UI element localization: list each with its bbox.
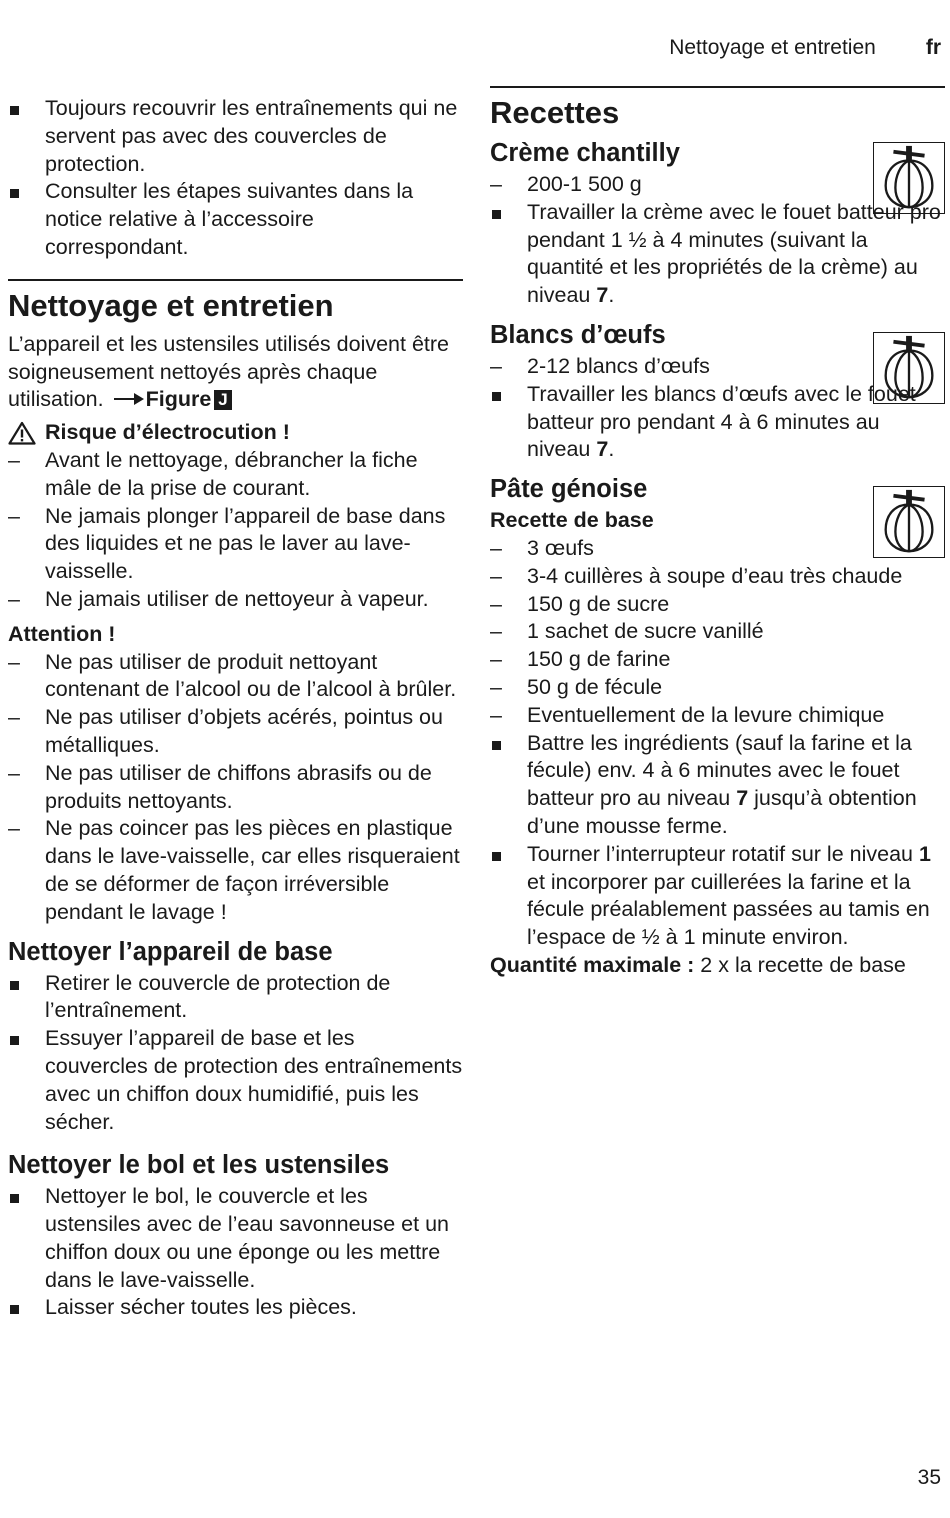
warning-heading: Risque d’électrocution !: [8, 419, 463, 447]
attention-heading: Attention !: [8, 621, 116, 646]
list-item: – 150 g de farine: [490, 646, 945, 674]
list-item: – 150 g de sucre: [490, 591, 945, 619]
recipe-quantity: [490, 171, 945, 199]
section-divider: [8, 279, 463, 281]
attention-list: [8, 649, 463, 927]
recipe-quantity: [490, 353, 945, 381]
list-item: – 200-1 500 g: [490, 171, 945, 199]
section-title: Nettoyage et entretien: [8, 287, 334, 323]
arrow-right-icon: [114, 392, 144, 406]
bowl-cleaning-list: [8, 1183, 463, 1322]
list-item: Essuyer l’appareil de base et les couvercles de protection des entraînements avec un chiffon doux humidifié, puis les sécher.: [8, 1025, 463, 1136]
recipe-subtitle: Recette de base: [490, 508, 654, 533]
list-item: – Ne jamais plonger l’appareil de base dans des liquides et ne pas le laver au lave-vaisselle.: [8, 503, 463, 586]
page-number: 35: [917, 1466, 941, 1489]
list-item: Tourner l’interrupteur rotatif sur le niveau 1 et incorporer par cuillerées la farine et la fécule préalablement passées au tamis en l’espace de ½ à 1 minute environ.: [490, 841, 945, 952]
recipe-title: Pâte génoise: [490, 475, 648, 504]
list-item: – Ne jamais utiliser de nettoyeur à vapeur.: [8, 586, 463, 614]
page-header: [500, 34, 941, 62]
recipe-blancs: [490, 320, 945, 464]
figure-letter: J: [214, 390, 231, 410]
right-column: [490, 86, 945, 980]
warning-list: [8, 447, 463, 614]
recipe-title: Blancs d’œufs: [490, 320, 666, 349]
left-column: [8, 95, 463, 1322]
cleaning-intro: L’appareil et les ustensiles utilisés doivent être soigneusement nettoyés après chaque utilisation. Figure J: [8, 331, 450, 412]
list-item: Consulter les étapes suivantes dans la notice relative à l’accessoire correspondant.: [8, 178, 463, 261]
list-item: Travailler les blancs d’œufs avec le fouet batteur pro pendant 4 à 6 minutes au niveau 7.: [490, 381, 945, 464]
list-item: – 50 g de fécule: [490, 674, 945, 702]
running-head: Nettoyage et entretien: [669, 36, 876, 59]
section-title: Recettes: [490, 95, 620, 130]
language-tag: fr: [925, 36, 941, 59]
list-item: Battre les ingrédients (sauf la farine et la fécule) env. 4 à 6 minutes avec le fouet batteur pro au niveau 7 jusqu’à obtention d’une mousse ferme.: [490, 730, 945, 841]
recipe-genoise: [490, 474, 945, 980]
list-item: – Ne pas utiliser de produit nettoyant contenant de l’alcool ou de l’alcool à brûler.: [8, 649, 463, 705]
warning-triangle-icon: [8, 421, 36, 445]
list-item: – 1 sachet de sucre vanillé: [490, 618, 945, 646]
recipe-title: Crème chantilly: [490, 139, 680, 167]
list-item: Retirer le couvercle de protection de l’entraînement.: [8, 970, 463, 1026]
figure-reference: Figure J: [110, 387, 232, 411]
recipe-steps: [490, 199, 945, 310]
subsection-title: Nettoyer l’appareil de base: [8, 937, 333, 966]
list-item: – 2-12 blancs d’œufs: [490, 353, 945, 381]
section-divider: [490, 86, 945, 88]
list-item: Toujours recouvrir les entraînements qui ne servent pas avec des couvercles de protection.: [8, 95, 463, 178]
list-item: – Ne pas utiliser d’objets acérés, pointus ou métalliques.: [8, 704, 463, 760]
intro-bullets: [8, 95, 463, 262]
list-item: – 3-4 cuillères à soupe d’eau très chaude: [490, 563, 945, 591]
list-item: – Ne pas utiliser de chiffons abrasifs ou de produits nettoyants.: [8, 760, 463, 816]
list-item: – Avant le nettoyage, débrancher la fiche mâle de la prise de courant.: [8, 447, 463, 503]
list-item: – Eventuellement de la levure chimique: [490, 702, 945, 730]
recipe-steps: [490, 730, 945, 952]
list-item: Travailler la crème avec le fouet batteur pro pendant 1 ½ à 4 minutes (suivant la quantité et les propriétés de la crème) au niveau 7.: [490, 199, 945, 310]
recipe-steps: [490, 381, 945, 464]
subsection-title: Nettoyer le bol et les ustensiles: [8, 1151, 390, 1180]
ingredient-list: [490, 535, 945, 730]
list-item: Laisser sécher toutes les pièces.: [8, 1294, 463, 1322]
max-quantity: Quantité maximale : 2 x la recette de base: [490, 952, 906, 977]
recipe-chantilly: [490, 138, 945, 310]
base-cleaning-list: [8, 970, 463, 1137]
list-item: – Ne pas coincer pas les pièces en plastique dans le lave-vaisselle, car elles risqueraient de se déformer de façon irréversible pendant le lavage !: [8, 815, 463, 926]
list-item: Nettoyer le bol, le couvercle et les ustensiles avec de l’eau savonneuse et un chiffon doux ou une éponge ou les mettre dans le lave-vaisselle.: [8, 1183, 463, 1294]
list-item: – 3 œufs: [490, 535, 945, 563]
